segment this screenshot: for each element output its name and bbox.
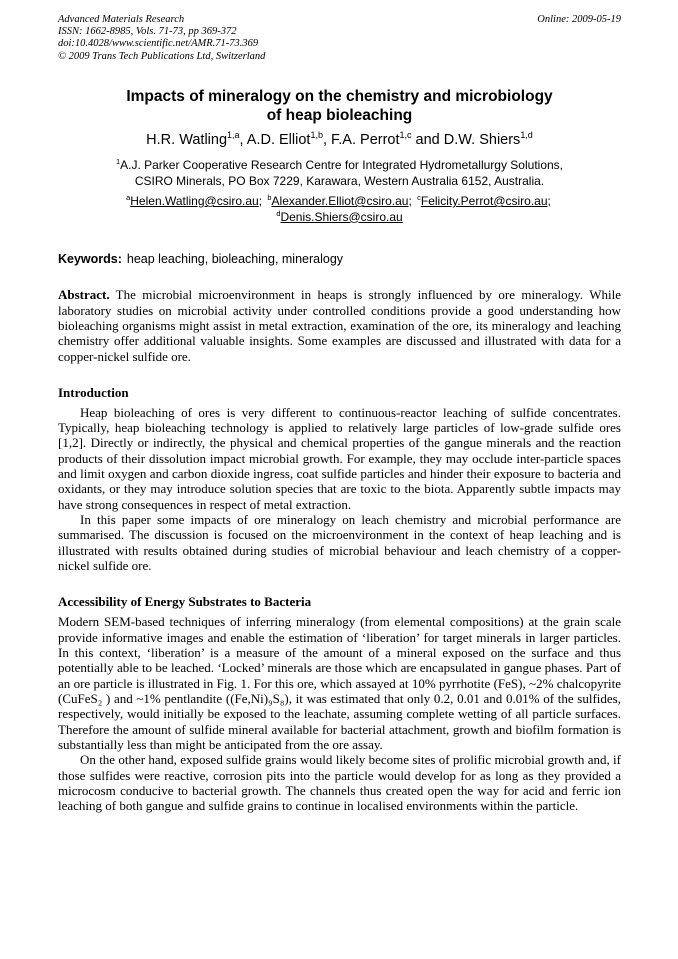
email-sup-a: a <box>126 193 131 202</box>
email-sup-d: d <box>276 208 281 218</box>
author-separator: , <box>239 132 247 149</box>
intro-paragraph-1: Heap bioleaching of ores is very different to continuous-reactor leaching of sulfide concentrates. Typically, heap bioleaching technology is applied to relatively large particles of low-grade sulfide ores [1,2]. Directly or indirectly, the physical and chemical properties of the gangue minerals and the reaction products of their dissolution impact microbial growth. For example, they may occlude inter-particle spaces and limit oxygen and carbon dioxide ingress, coat sulfide particles and hinder their exposure to bacteria and oxidants, or they may introduce solution species that are toxic to the biota. Apparently subtle impacts may have strong consequences in respect of metal extraction. <box>58 404 621 512</box>
email-link-perrot[interactable]: Felicity.Perrot@csiro.au <box>420 194 548 208</box>
author-sup-1: 1,a <box>227 130 240 141</box>
author-name-3: F.A. Perrot <box>331 132 400 149</box>
abstract-text: The microbial microenvironment in heaps is strongly influenced by ore mineralogy. While laboratory studies on microbial activity under controlled conditions provide a good understanding how bioleaching organisms might assist in metal extraction, examination of the ore, its mineralogy and leaching chemistry offer additional valuable insights. Some examples are discussed and illustrated with data for a copper-nickel sulfide ore. <box>58 287 621 364</box>
affiliation-sup: 1 <box>115 157 121 167</box>
author-separator: , <box>322 132 332 149</box>
email-unit-c <box>417 194 547 208</box>
doi-line: doi:10.4028/www.scientific.net/AMR.71-73.369 <box>58 38 259 50</box>
email-unit-d <box>276 210 402 224</box>
accessibility-paragraph-1: Modern SEM-based techniques of inferring mineralogy (from elemental compositions) at the grain scale provide informative images and enable the estimation of ‘liberation’ for target minerals in larger particles. In this context, ‘liberation’ is a measure of the amount of a mineral exposed on the surface and thus potentially able to be leached. ‘Locked’ minerals are those which are encapsulated in gangue phases. Part of an ore particle is illustrated in Fig. 1. For this ore, which assayed at 10% pyrrhotite (FeS), ~2% chalcopyrite (CuFeS₂ ) and ~1% pentlandite ((Fe,Ni)₉S₈), it was estimated that only 0.2, 0.01 and 0.01% of the sulfides, respectively, would initially be exposed to the leachate, assuming complete wetting of all particle surfaces. Therefore the amount of sulfide mineral available for bacterial attachment, growth and biofilm formation is substantially less than might be anticipated from the ore assay. <box>58 614 621 753</box>
email-sup-c: c <box>417 193 421 202</box>
affiliation-text: A.J. Parker Cooperative Research Centre for Integrated Hydrometallurgy Solutions, CSIRO Minerals, PO Box 7229, Karawara, Western Australia 6152, Australia. <box>120 158 563 188</box>
copyright-line: © 2009 Trans Tech Publications Ltd, Switzerland <box>58 50 266 62</box>
affiliation <box>104 158 576 189</box>
email-link-shiers[interactable]: Denis.Shiers@csiro.au <box>280 209 403 224</box>
abstract-label: Abstract. <box>58 287 110 303</box>
paper-title: Impacts of mineralogy on the chemistry and microbiology of heap bioleaching <box>126 87 553 125</box>
journal-metadata <box>58 14 265 63</box>
section-heading-introduction: Introduction <box>58 384 129 400</box>
email-link-watling[interactable]: Helen.Watling@csiro.au <box>130 194 259 208</box>
journal-header <box>58 14 621 63</box>
email-unit-b <box>267 194 408 208</box>
email-separator: ; <box>408 194 416 208</box>
issn-line: ISSN: 1662-8985, Vols. 71-73, pp 369-372 <box>58 26 237 38</box>
email-unit-a <box>126 194 259 208</box>
authors-line <box>58 131 621 150</box>
author-name-2: A.D. Elliot <box>246 132 311 149</box>
abstract <box>58 287 621 364</box>
keywords-label: Keywords: <box>58 252 122 267</box>
author-name-4: D.W. Shiers <box>443 132 521 149</box>
keywords-line <box>58 252 621 266</box>
journal-name: Advanced Materials Research <box>58 14 185 25</box>
author-name-1: H.R. Watling <box>146 132 228 149</box>
email-sup-b: b <box>267 193 272 202</box>
author-sup-3: 1,c <box>399 130 412 141</box>
section-heading-accessibility: Accessibility of Energy Substrates to Bacteria <box>58 594 312 610</box>
email-separator: ; <box>547 194 551 208</box>
accessibility-paragraph-2: On the other hand, exposed sulfide grains would likely become sites of prolific microbial growth and, if those sulfides were reactive, corrosion pits into the particle would develop for as long as they provided a microcosm conducive to bacterial growth. The channels thus created open the way for acid and ferric ion leaching of both gangue and sulfide grains to continue in localised environments within the particle. <box>58 752 621 814</box>
author-sup-4: 1,d <box>520 130 533 141</box>
email-separator: ; <box>258 194 266 208</box>
author-sup-2: 1,b <box>310 130 323 141</box>
emails-line <box>94 194 586 225</box>
online-date: Online: 2009-05-19 <box>537 14 621 25</box>
intro-paragraph-2: In this paper some impacts of ore mineralogy on leach chemistry and microbial performance are summarised. The discussion is focused on the microenvironment in the context of heap leaching and is illustrated with results obtained during studies of microbial behaviour and leach chemistry of a copper-nickel sulfide ore. <box>58 512 621 574</box>
author-separator: and <box>411 132 444 149</box>
email-link-elliot[interactable]: Alexander.Elliot@csiro.au <box>271 194 409 208</box>
keywords-text: heap leaching, bioleaching, mineralogy <box>126 252 344 267</box>
